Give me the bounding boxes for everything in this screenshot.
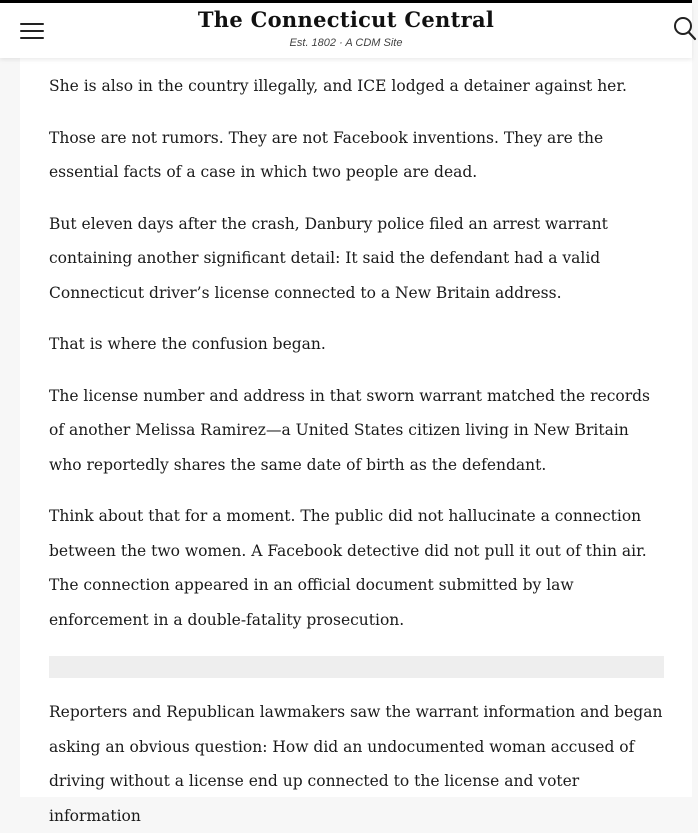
site-title[interactable]: The Connecticut Central xyxy=(197,7,495,32)
article-paragraph: But eleven days after the crash, Danbury police filed an arrest warrant containing another significant detail: It said the defendant had a valid Connecticut driver’s license connected to a New Britain address. xyxy=(49,214,608,302)
site-tagline: Est. 1802 · A CDM Site xyxy=(289,37,403,49)
search-icon[interactable] xyxy=(668,14,692,42)
article-paragraph: Reporters and Republican lawmakers saw the warrant information and began asking an obvious question: How did an undocumented woman accused of driving without a license end up connected to the license and voter information xyxy=(49,703,663,825)
site-header xyxy=(0,3,692,58)
article-paragraph: That is where the confusion began. xyxy=(49,335,326,353)
article-content xyxy=(20,58,692,825)
article-paragraph: Think about that for a moment. The public did not hallucinate a connection between the two women. A Facebook detective did not pull it out of thin air. The connection appeared in an official document submitted by law enforcement in a double-fatality prosecution. xyxy=(49,507,647,629)
article-paragraph: She is also in the country illegally, and ICE lodged a detainer against her. xyxy=(49,77,627,95)
article-paragraph: Those are not rumors. They are not Facebook inventions. They are the essential facts of a case in which two people are dead. xyxy=(49,128,604,181)
article-body xyxy=(20,69,692,833)
article-paragraph: The license number and address in that sworn warrant matched the records of another Melissa Ramirez—a United States citizen living in New Britain who reportedly shares the same date of birth as the defendant. xyxy=(49,386,650,474)
ad-placeholder xyxy=(49,656,664,678)
site-brand[interactable] xyxy=(0,5,692,50)
